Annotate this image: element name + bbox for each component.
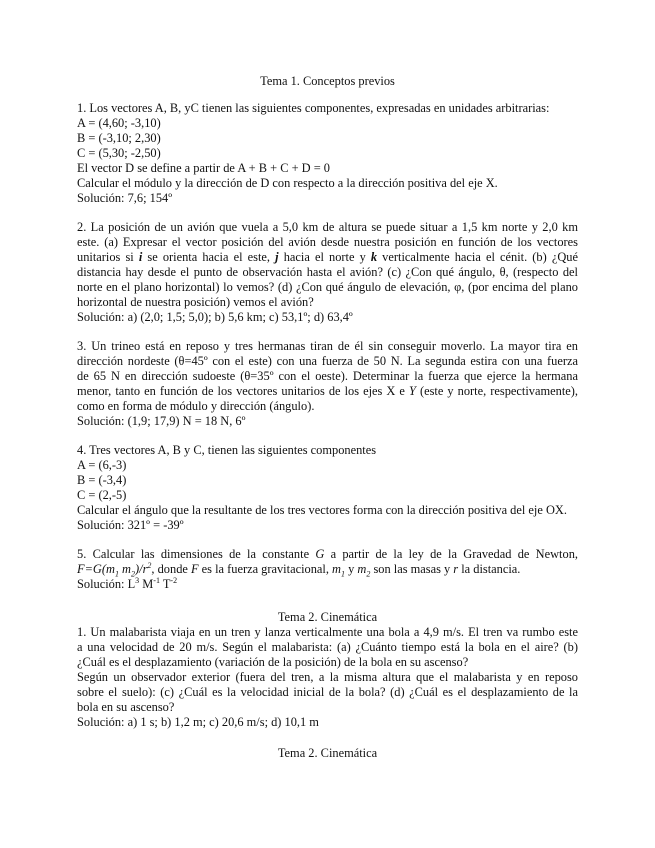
t2p1-line: bola en su ascenso? bbox=[77, 700, 175, 714]
p4-solution: Solución: 321º = -39º bbox=[77, 518, 184, 532]
p4-line: B = (-3,4) bbox=[77, 473, 127, 487]
p1-solution: Solución: 7,6; 154º bbox=[77, 191, 173, 205]
p2-line: horizontal de nuestra posición) vemos el avión? bbox=[77, 295, 314, 309]
p5-line: 5. Calcular las dimensiones de la constante G a partir de la ley de la Gravedad de Newton, bbox=[77, 547, 578, 561]
p4-line: 4. Tres vectores A, B y C, tienen las siguientes componentes bbox=[77, 443, 377, 457]
tema1-problem-4 bbox=[77, 443, 578, 533]
p2-line: unitarios si i se orienta hacia el este, j hacia el norte y k verticalmente hacia el cénit. (b) ¿Qué bbox=[77, 250, 579, 264]
p3-solution: Solución: (1,9; 17,9) N = 18 N, 6º bbox=[77, 414, 246, 428]
p2-line: este. (a) Expresar el vector posición del avión desde nuestra posición en función de los vectores bbox=[77, 235, 578, 249]
p1-line: B = (-3,10; 2,30) bbox=[77, 131, 161, 145]
p1-line: C = (5,30; -2,50) bbox=[77, 146, 161, 160]
unit-vector-k: k bbox=[370, 250, 378, 264]
p2-line: distancia hay desde el punto de observación hasta el avión? (c) ¿Con qué ángulo, θ, (respecto del bbox=[77, 265, 578, 279]
p3-line: dirección nordeste (θ=45º con el este) con una fuerza de 50 N. La segunda estira con una fuerza bbox=[77, 354, 578, 368]
p1-line: A = (4,60; -3,10) bbox=[77, 116, 161, 130]
p4-line: Calcular el ángulo que la resultante de los tres vectores forma con la dirección positiva del eje OX. bbox=[77, 503, 567, 517]
p1-line: 1. Los vectores A, B, yC tienen las siguientes componentes, expresadas en unidades arbitrarias: bbox=[77, 101, 550, 115]
tema1-title: Tema 1. Conceptos previos bbox=[260, 74, 395, 88]
t2p1-line: a una velocidad de 20 m/s. Según el malabarista: (a) ¿Cuánto tiempo está la bola en el aire? (b) bbox=[77, 640, 578, 654]
tema2-problem-1 bbox=[77, 625, 578, 730]
p4-line: A = (6,-3) bbox=[77, 458, 127, 472]
tema2-title: Tema 2. Cinemática bbox=[277, 610, 378, 624]
unit-vector-j: j bbox=[275, 250, 279, 264]
p3-line: como en forma de módulo y dirección (ángulo). bbox=[77, 399, 315, 413]
p5-line: $F=G(m_1$ $m_2)/r^2$, donde F es la fuerza gravitacional, $m_1$ y $m_2$ son las masas y r la distancia. bbox=[77, 560, 521, 579]
tema1-problem-3 bbox=[77, 339, 578, 429]
p3-line: 3. Un trineo está en reposo y tres hermanas tiran de él sin conseguir moverlo. La mayor tira en bbox=[77, 339, 578, 353]
p2-solution: Solución: a) (2,0; 1,5; 5,0); b) 5,6 km; c) 53,1º; d) 63,4º bbox=[77, 310, 353, 324]
t2p1-line: sobre el suelo): (c) ¿Cuál es la velocidad inicial de la bola? (d) ¿Cuál es el desplazamiento de la bbox=[77, 685, 578, 699]
p3-line: menor, tanto en función de los vectores unitarios de los ejes X e Y (este y norte, respectivamente), bbox=[77, 384, 578, 398]
tema1-problem-1 bbox=[77, 101, 578, 206]
p3-line: de 65 N en dirección sudoeste (θ=35º con el oeste). Determinar la fuerza que ejerce la hermana bbox=[77, 369, 578, 383]
tema1-problem-2 bbox=[77, 220, 578, 325]
tema2-title-repeat: Tema 2. Cinemática bbox=[277, 746, 378, 760]
t2p1-solution: Solución: a) 1 s; b) 1,2 m; c) 20,6 m/s; d) 10,1 m bbox=[77, 715, 319, 729]
t2p1-line: ¿Cuál es el desplazamiento (variación de la posición) de la bola en su ascenso? bbox=[77, 655, 469, 669]
p1-line: El vector D se define a partir de A + B + C + D = 0 bbox=[77, 161, 330, 175]
p2-line: 2. La posición de un avión que vuela a 5,0 km de altura se puede situar a 1,5 km norte y 2,0 km bbox=[77, 220, 578, 234]
tema1-problem-5 bbox=[77, 547, 578, 592]
t2p1-line: 1. Un malabarista viaja en un tren y lanza verticalmente una bola a 4,9 m/s. El tren va rumbo este bbox=[77, 625, 578, 639]
p2-line: norte en el plano horizontal) lo vemos? (d) ¿Con qué ángulo de elevación, φ, (por encima del plano bbox=[77, 280, 578, 294]
p4-line: C = (2,-5) bbox=[77, 488, 127, 502]
p5-solution: Solución: $L^3$ $M^{-1}$ $T^{-2}$ bbox=[77, 575, 178, 591]
p1-line: Calcular el módulo y la dirección de D con respecto a la dirección positiva del eje X. bbox=[77, 176, 498, 190]
unit-vector-i: i bbox=[138, 250, 143, 264]
t2p1-line: Según un observador exterior (fuera del tren, a la misma altura que el malabarista y en reposo bbox=[77, 670, 578, 684]
